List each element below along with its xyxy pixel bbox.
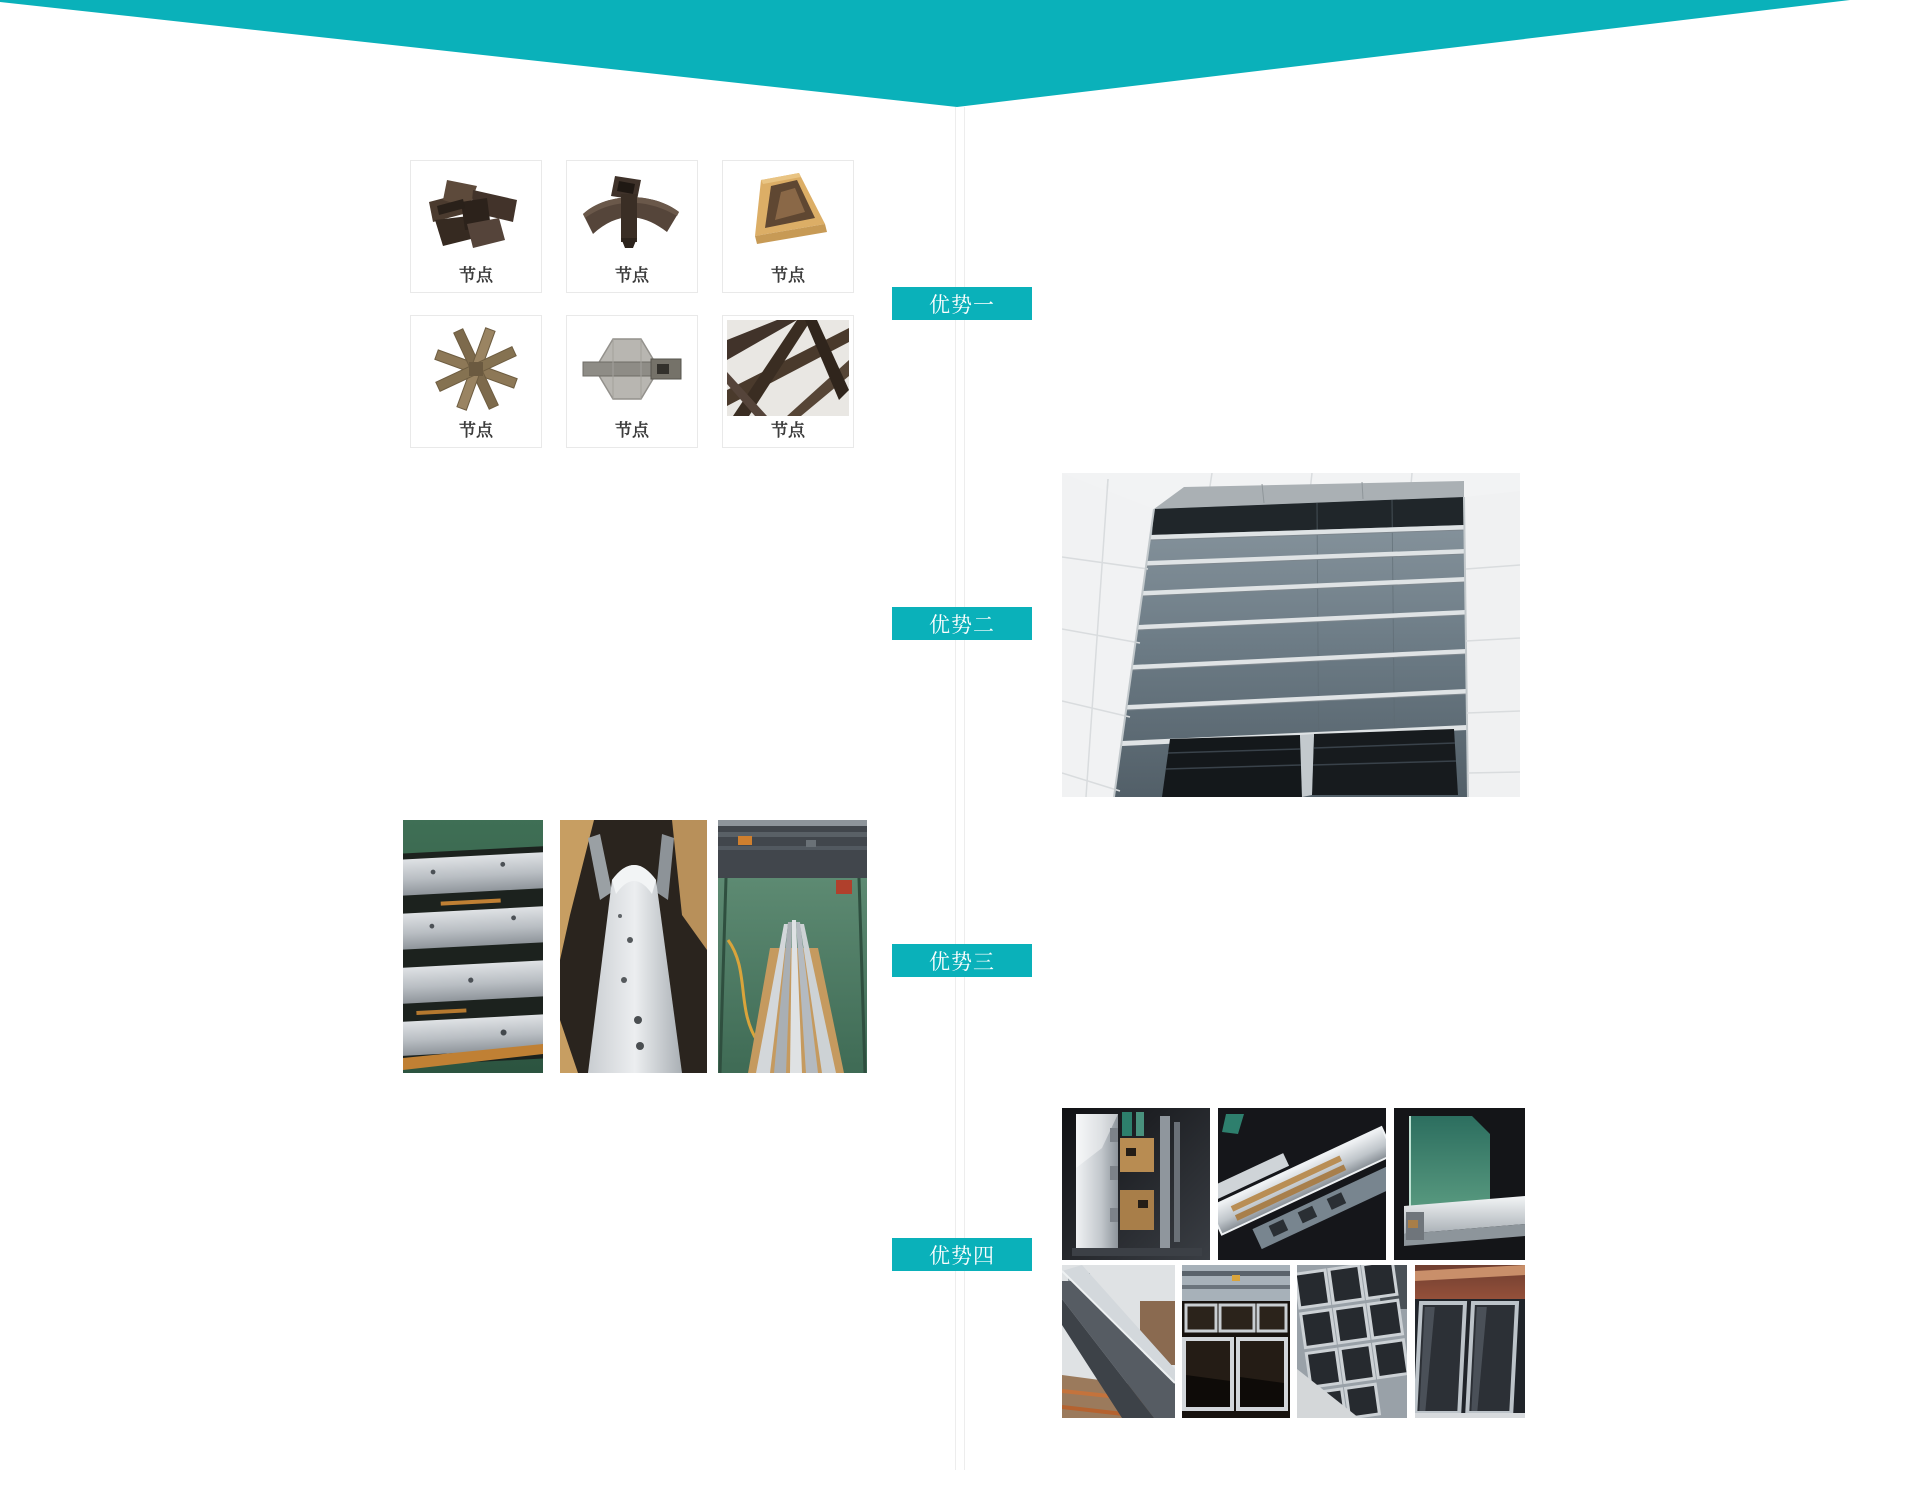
profile-factory-photo-3 (1297, 1265, 1407, 1418)
node-card-1 (410, 160, 542, 293)
header-chevron-banner (0, 0, 1920, 110)
curtain-wall-building-photo (1062, 473, 1520, 797)
node-card-6 (722, 315, 854, 448)
node-card-4 (410, 315, 542, 448)
profile-factory-photo-1 (1062, 1265, 1175, 1418)
profile-render-photo-2 (1218, 1108, 1386, 1260)
node-card-2 (566, 160, 698, 293)
timeline-badge-advantage-1[interactable]: 优势一 (892, 287, 1032, 320)
node-lattice-structure-image (727, 320, 849, 416)
node-star-joint-image (421, 323, 531, 415)
timeline-badge-advantage-2[interactable]: 优势二 (892, 607, 1032, 640)
node-card-label: 节点 (615, 421, 649, 440)
profile-render-photo-3 (1394, 1108, 1525, 1260)
node-wing-joint-image (577, 168, 687, 260)
node-card-label: 节点 (459, 421, 493, 440)
factory-floor-photo (718, 820, 867, 1073)
node-trapezoid-box-image (733, 168, 843, 260)
node-joint-cluster-image (421, 168, 531, 260)
node-card-label: 节点 (771, 421, 805, 440)
profile-render-photo-1 (1062, 1108, 1210, 1260)
profile-factory-photo-4 (1415, 1265, 1525, 1418)
node-plate-connector-image (577, 323, 687, 415)
node-card-5 (566, 315, 698, 448)
timeline-badge-advantage-4[interactable]: 优势四 (892, 1238, 1032, 1271)
node-card-3 (722, 160, 854, 293)
node-card-label: 节点 (459, 266, 493, 285)
node-card-label: 节点 (615, 266, 649, 285)
profile-factory-photo-2 (1182, 1265, 1290, 1418)
timeline-badge-advantage-3[interactable]: 优势三 (892, 944, 1032, 977)
curved-plates-photo (560, 820, 707, 1073)
node-card-label: 节点 (771, 266, 805, 285)
aluminum-bars-photo (403, 820, 543, 1073)
